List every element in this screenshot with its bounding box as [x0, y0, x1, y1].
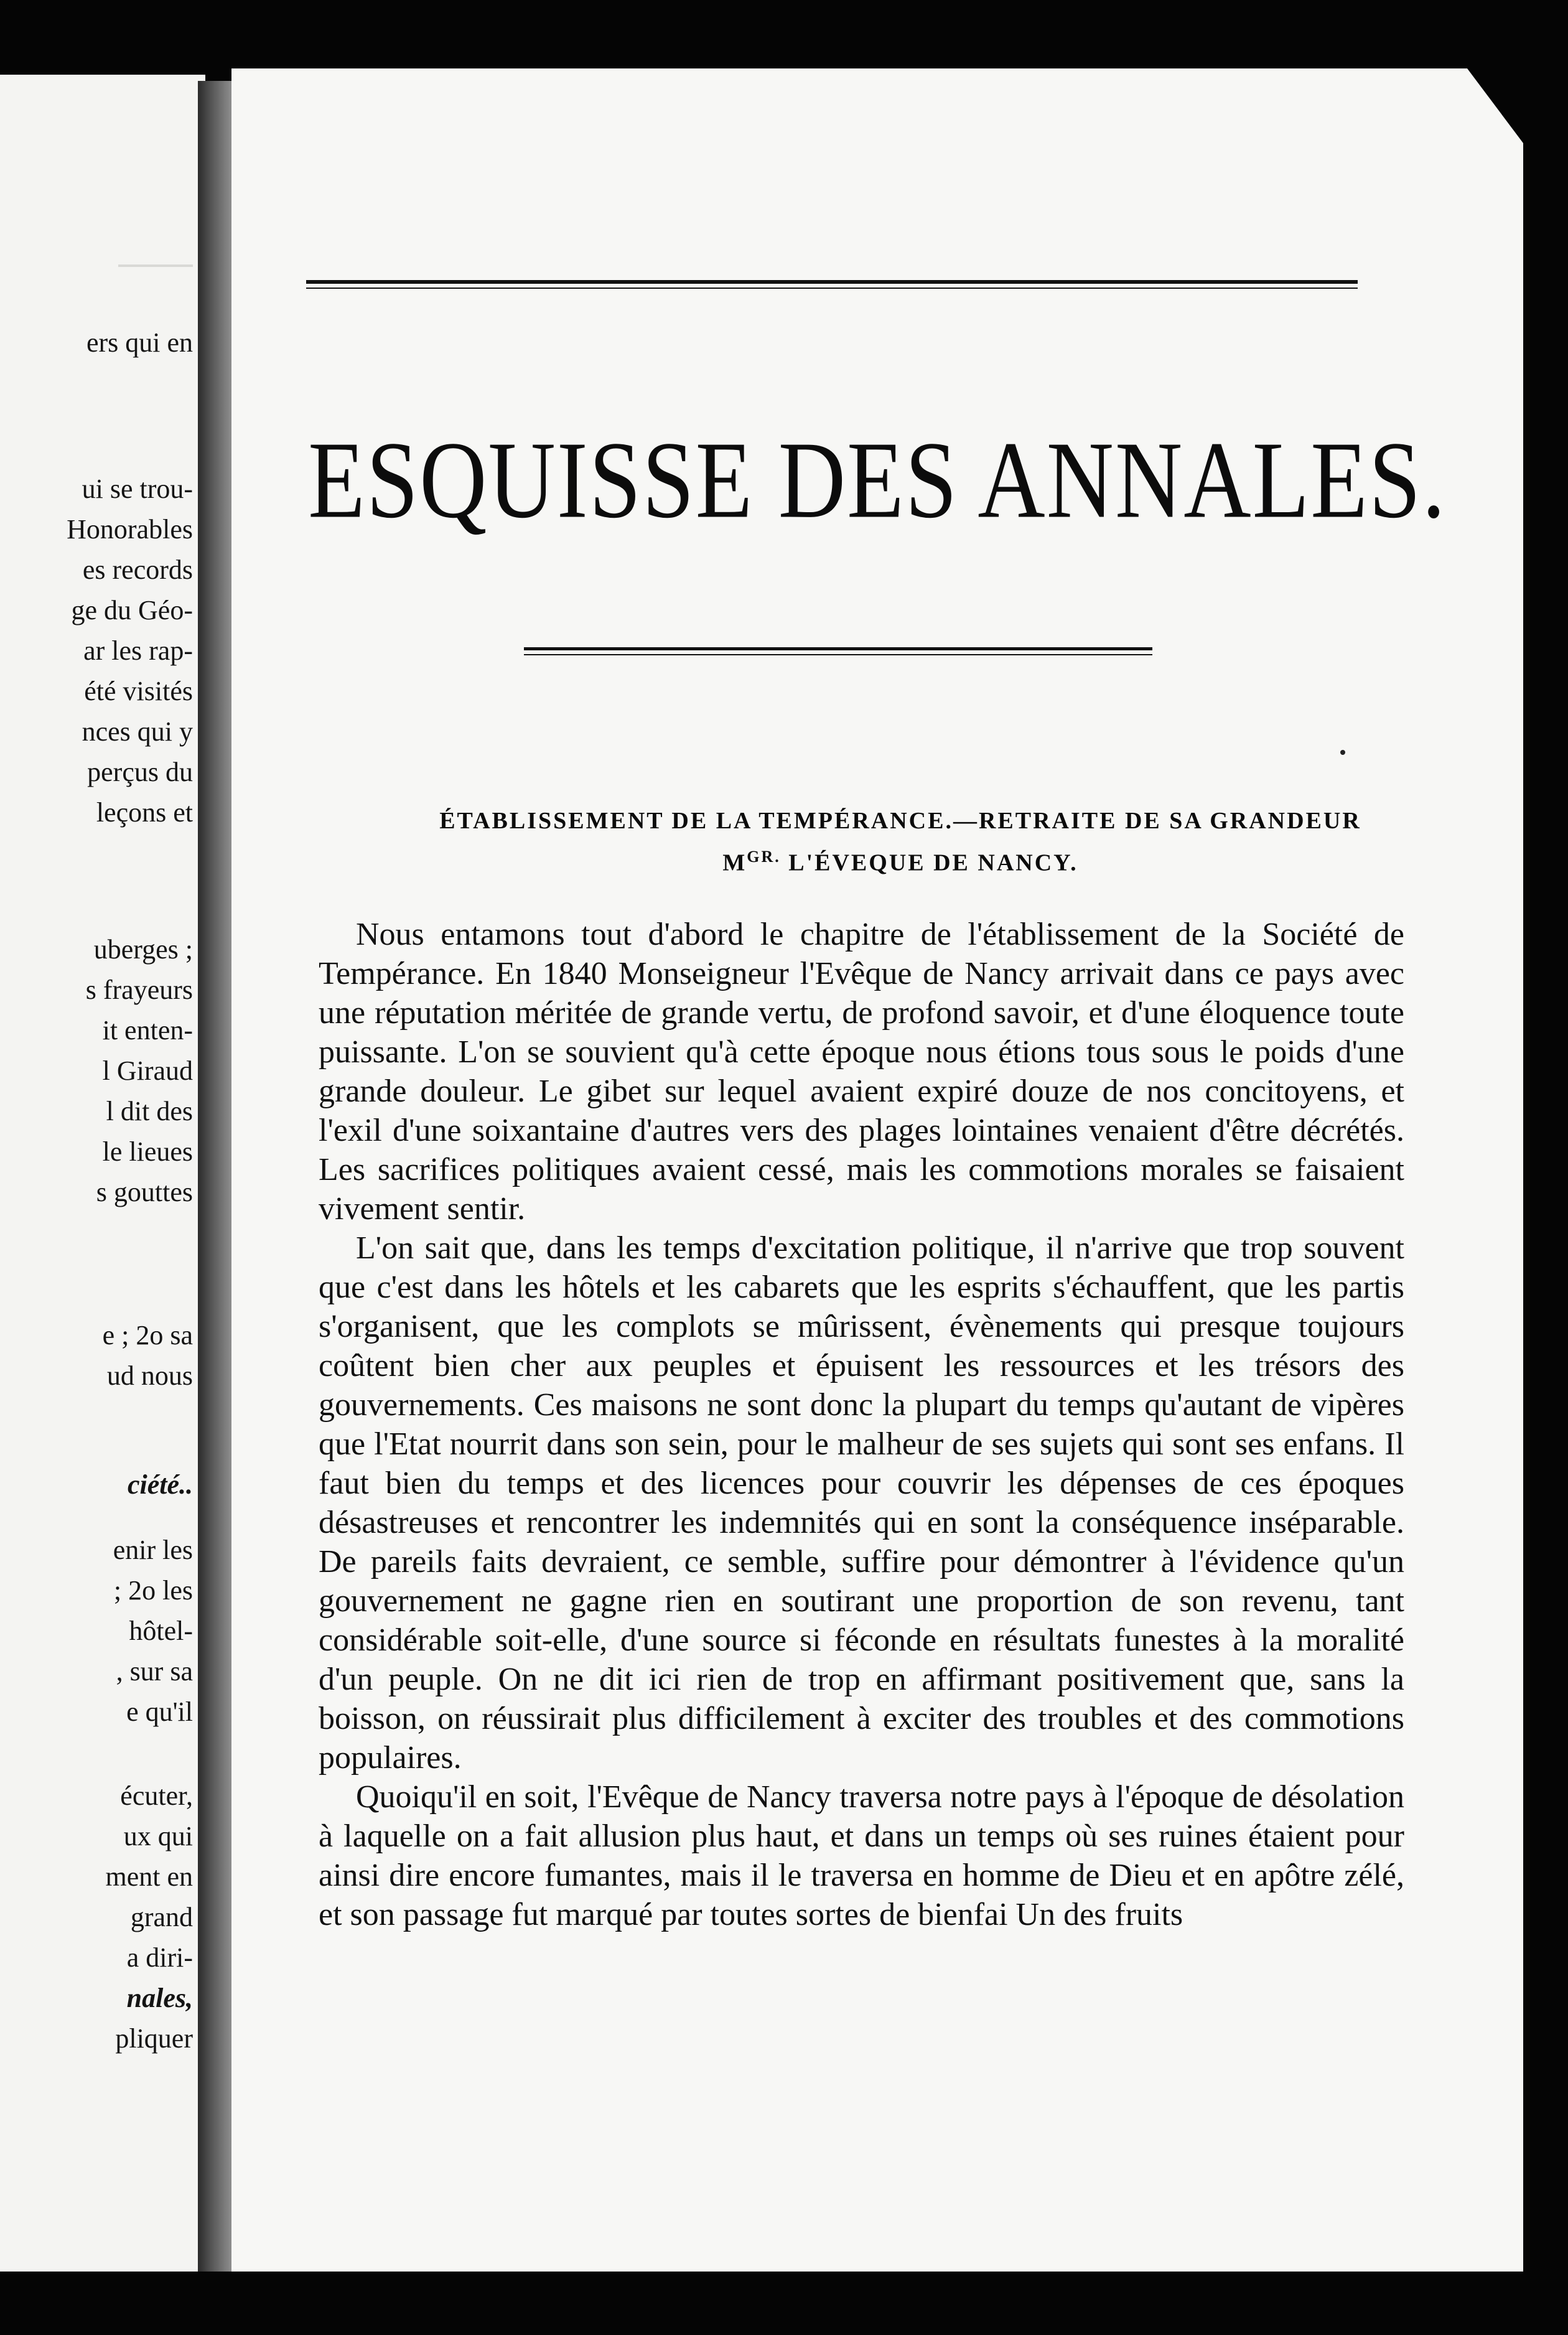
left-page-line: it enten- — [102, 1015, 193, 1046]
section-heading-line-2 — [319, 839, 1482, 881]
left-page-line: s frayeurs — [85, 975, 193, 1005]
right-page — [231, 68, 1523, 2272]
left-page-line: l Giraud — [102, 1055, 193, 1086]
section-heading-mgr: M — [722, 849, 747, 876]
left-page-line: enir les — [113, 1535, 193, 1565]
paragraph: L'on sait que, dans les temps d'excitation politique, il n'arrive que trop souvent que c'est dans les hôtels et les cabarets que les esprits s'échauffent, que les partis s'organisent, que les complots se mûrissent, évènements qui presque toujours coûtent bien cher aux peuples et épuisent les ressources et les trésors des gouvernements. Ces maisons ne sont donc la plupart du temps qu'autant de vipères que l'Etat nourrit dans son sein, pour le malheur de ses sujets qui sont ses enfans. Il faut bien du temps et des licences pour couvrir les dépenses de ces époques désastreuses et rencontrer les indemnités qui en sont la conséquence inséparable. De pareils faits devraient, ce semble, suffire pour démontrer à l'évidence qu'un gouvernement ne gagne rien en soutirant une proportion de son revenu, tant considérable soit-elle, d'une source si féconde en résultats funestes à la moralité d'un peuple. On ne dit ici rien de trop en affirmant positivement que, sans la boisson, on réussirait plus difficilement à exciter des troubles et des commotions populaires. — [319, 1230, 1404, 1776]
left-page-line: ux qui — [123, 1821, 193, 1851]
left-page-rule — [118, 264, 193, 267]
left-page-line: e qu'il — [126, 1696, 193, 1727]
left-page-line: es records — [82, 555, 193, 585]
title-rule-thin — [524, 654, 1152, 655]
left-page-line: Honorables — [67, 514, 193, 545]
left-page-line: , sur sa — [116, 1656, 193, 1687]
left-page-line: a diri- — [126, 1942, 193, 1973]
section-heading-line-1: ÉTABLISSEMENT DE LA TEMPÉRANCE.—RETRAITE DE SA GRANDEUR — [439, 808, 1361, 834]
left-page-line: s gouttes — [96, 1177, 193, 1207]
left-page-line: ment en — [105, 1861, 193, 1892]
left-page-line: perçus du — [87, 757, 193, 787]
page-title: ESQUISSE DES ANNALES. — [308, 419, 1447, 541]
left-page-line: ud nous — [106, 1360, 193, 1391]
top-rule-thick — [306, 280, 1358, 284]
left-page-line: ers qui en — [86, 327, 193, 358]
left-page-line: été visités — [84, 676, 193, 706]
section-heading-mgr-sup: GR. — [747, 848, 781, 866]
section-heading-nancy: L'ÉVEQUE DE NANCY. — [780, 849, 1078, 876]
left-page-line: ui se trou- — [82, 474, 193, 504]
paragraph: Quoiqu'il en soit, l'Evêque de Nancy traversa notre pays à l'époque de désolation à laquelle on a fait allusion plus haut, et dans un temps où ses ruines étaient pour ainsi dire encore fumantes, mais il le traversa en homme de Dieu et en apôtre zélé, et son passage fut marqué par toutes sortes de bienfai Un des fruits — [319, 1779, 1404, 1932]
left-page-line: e ; 2o sa — [102, 1320, 193, 1350]
folded-page-corner — [1467, 68, 1523, 143]
left-page-line: ciété.. — [127, 1469, 193, 1500]
left-page-line: écuter, — [120, 1780, 193, 1811]
left-page-line: ar les rap- — [83, 635, 193, 666]
left-page-line: le lieues — [102, 1136, 193, 1167]
left-page-line: pliquer — [115, 2023, 193, 2054]
article-body — [319, 915, 1404, 1934]
left-page-line: uberges ; — [93, 934, 193, 965]
left-page-line: grand — [130, 1902, 193, 1932]
left-page-line: ; 2o les — [113, 1575, 193, 1606]
left-page-line: leçons et — [96, 797, 193, 828]
left-page-line: nces qui y — [82, 716, 193, 747]
left-page-line: l dit des — [106, 1096, 193, 1126]
book-gutter — [198, 81, 231, 2272]
paragraph: Nous entamons tout d'abord le chapitre de l'établissement de la Société de Tempérance. En 1840 Monseigneur l'Evêque de Nancy arrivait dans ce pays avec une réputation méritée de grande vertu, de profond savoir, et d'une éloquence toute puissante. L'on se souvient qu'à cette époque nous étions tous sous le poids d'une grande douleur. Le gibet sur lequel avaient expiré douze de nos concitoyens, et l'exil d'une soixantaine d'autres vers des plages lointaines venaient d'être décrétés. Les sacrifices politiques avaient cessé, mais les commotions morales se faisaient vivement sentir. — [319, 917, 1404, 1227]
title-rule-thick — [524, 647, 1152, 650]
top-rule-thin — [306, 288, 1358, 289]
left-page-line: hôtel- — [129, 1616, 193, 1646]
section-heading — [319, 803, 1482, 881]
left-page-line: ge du Géo- — [71, 595, 193, 625]
ink-speck — [1340, 750, 1345, 755]
left-page-fragment — [0, 75, 205, 2272]
left-page-line: nales, — [126, 1983, 193, 2013]
